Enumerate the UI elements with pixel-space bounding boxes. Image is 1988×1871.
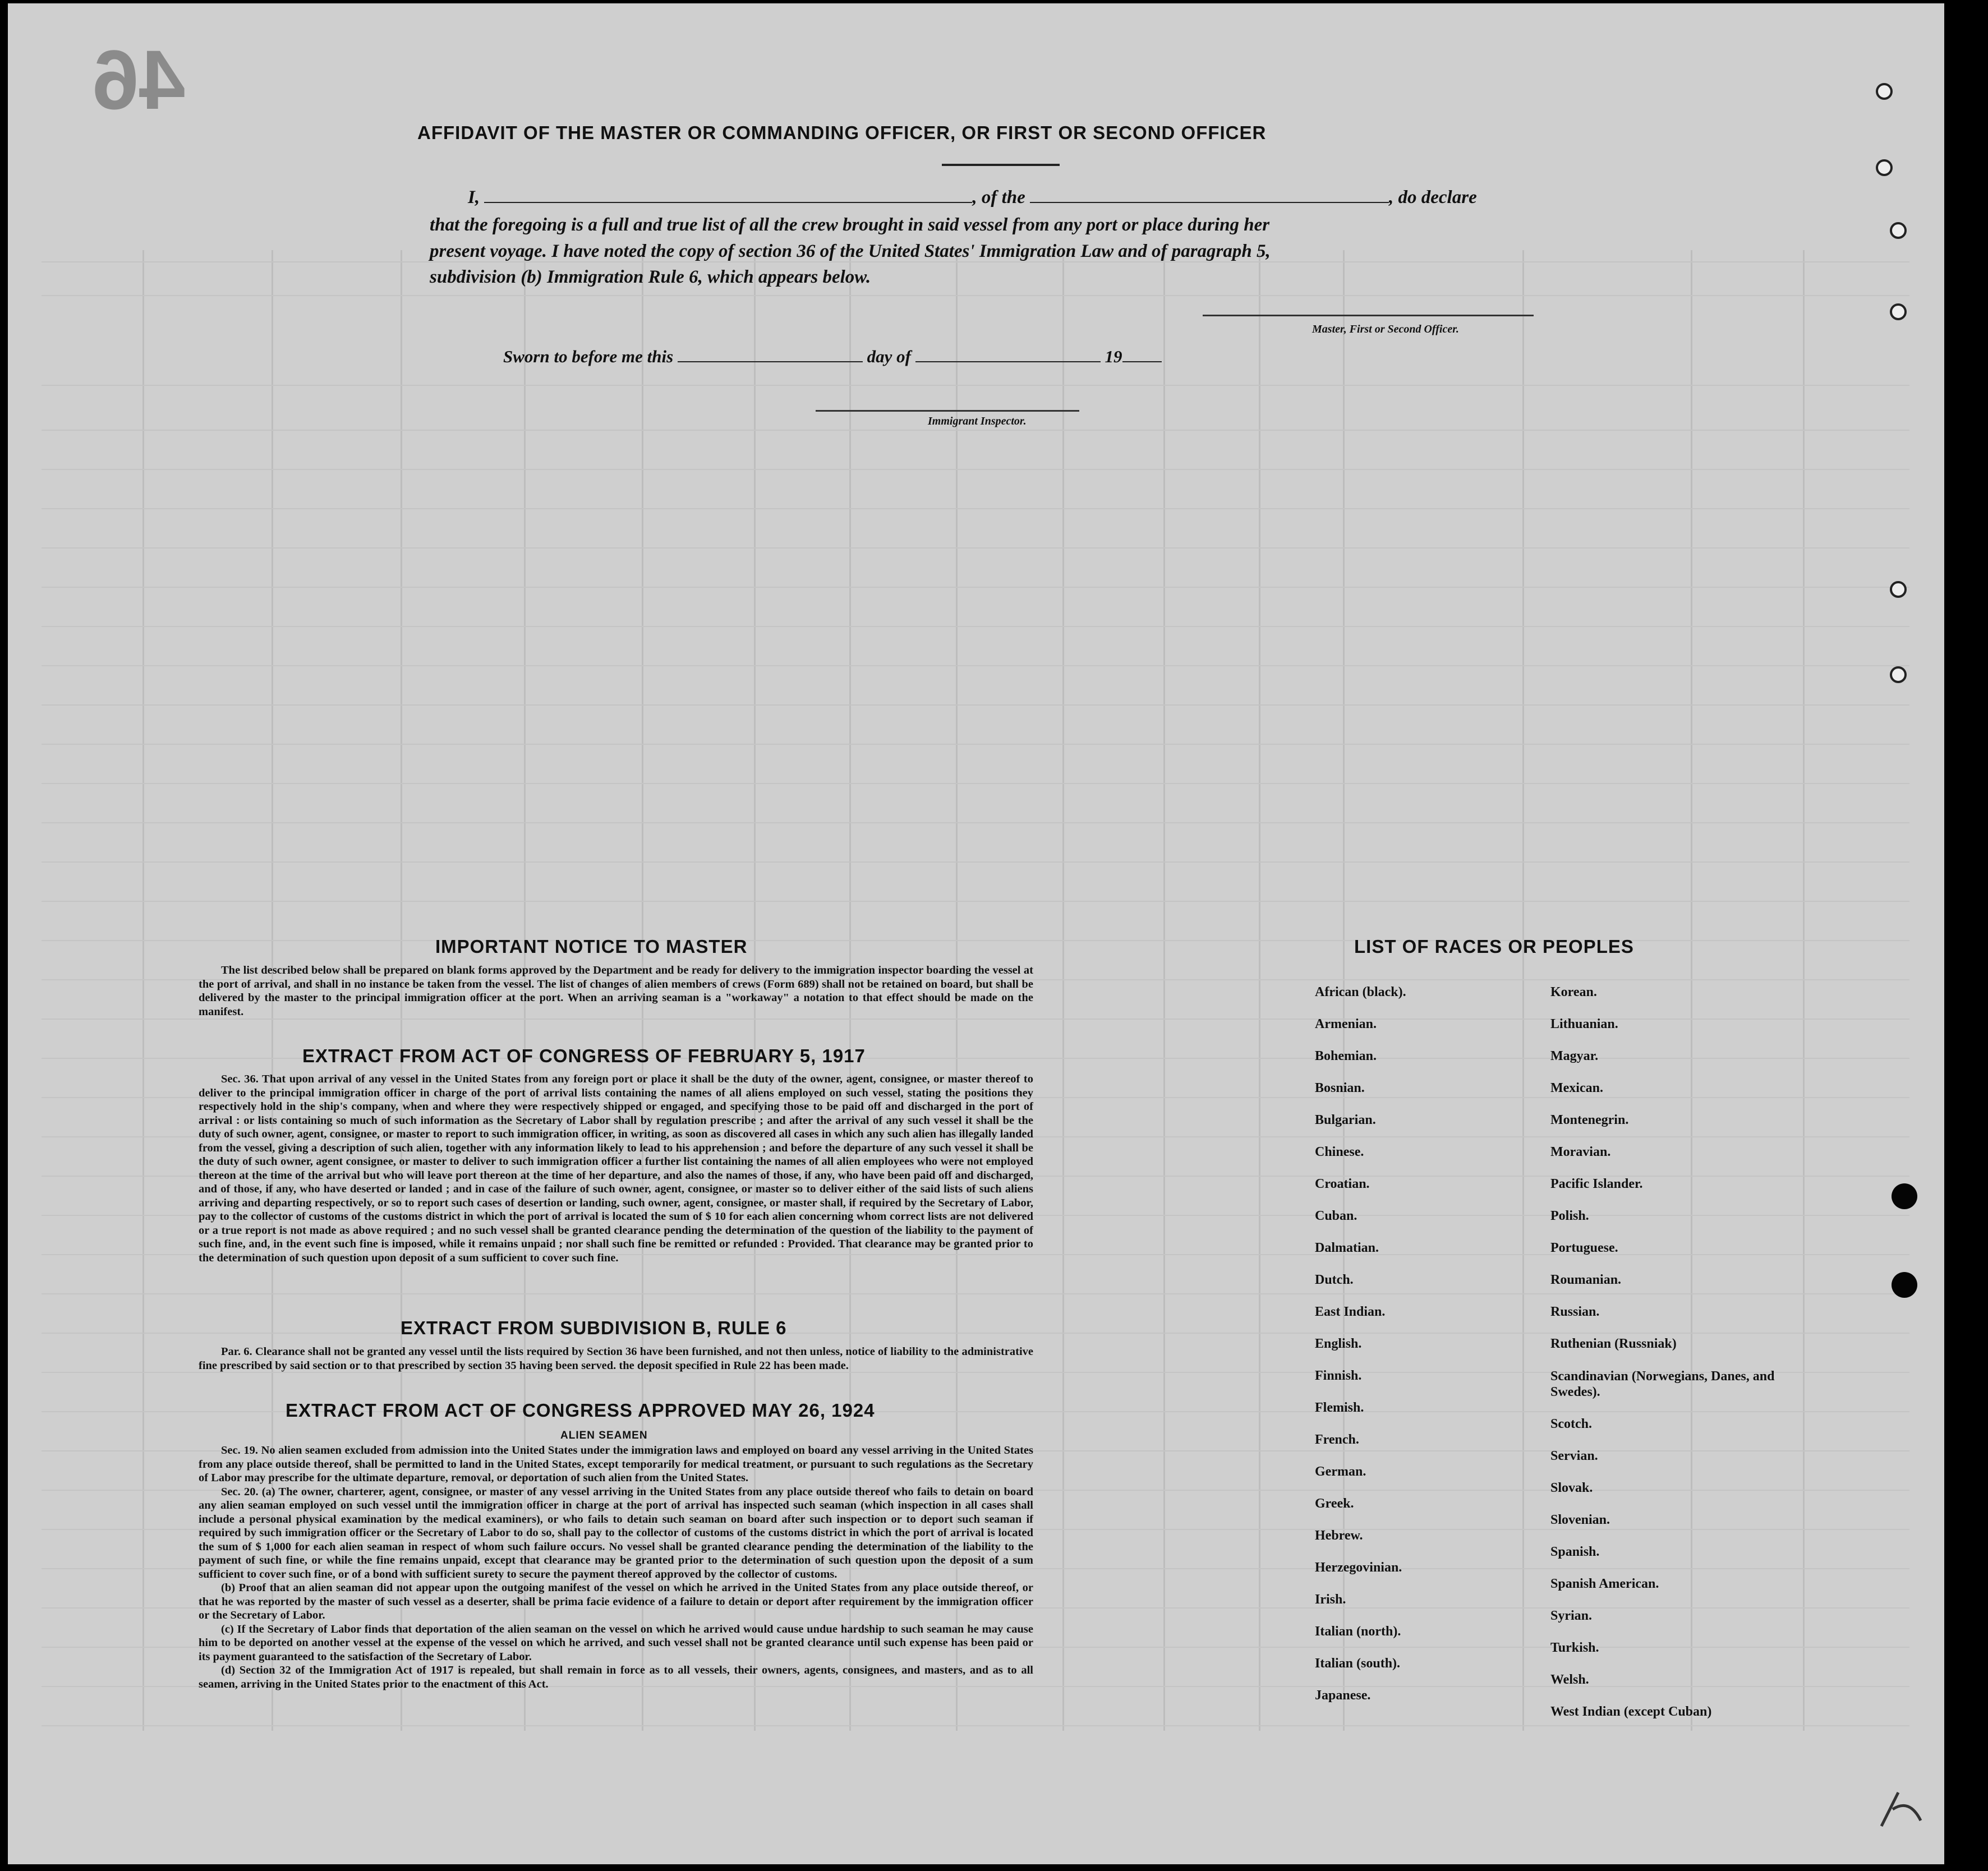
race-item: Scandinavian (Norwegians, Danes, and Swedes). [1550,1369,1775,1399]
extract-1924-sec20d: (d) Section 32 of the Immigration Act of 1917 is repealed, but shall remain in force as to all vessels, their owners, agents, consignees, and masters, and as to all seamen, arriving in the United States prior to the enactment of this Act. [199,1664,1033,1690]
margin-number: 46 [92,33,186,127]
year-label: 19 [1105,347,1122,366]
race-item: Magyar. [1550,1049,1599,1063]
extract-1924-body [199,1444,1033,1691]
master-signature-line[interactable] [1203,315,1534,316]
punch-hole-icon [1892,1272,1917,1298]
extract-1924-sec20c: (c) If the Secretary of Labor finds that deportation of the alien seaman on the vessel on which he arrived would cause undue hardship to such seaman he may cause him to be deported on another vessel at the expense of the vessel on which he arrived, and such vessel shall not be granted clearance until such expense has been paid or its payment guaranteed to the satisfaction of the Secretary of Labor. [199,1623,1033,1663]
race-item: Japanese. [1315,1688,1371,1703]
race-item: Russian. [1550,1305,1600,1319]
race-item: Welsh. [1550,1672,1589,1687]
race-item: English. [1315,1337,1362,1351]
race-item: Croatian. [1315,1177,1370,1191]
sworn-month-blank[interactable] [915,361,1101,362]
race-item: Servian. [1550,1449,1598,1463]
affidavit-line-4: subdivision (b) Immigration Rule 6, which appears below. [430,267,871,287]
race-item: Pacific Islander. [1550,1177,1643,1191]
race-item: Ruthenian (Russniak) [1550,1337,1677,1351]
race-item: Herzegovinian. [1315,1560,1402,1575]
race-item: Slovenian. [1550,1513,1610,1527]
inspector-signature-line[interactable] [816,410,1079,412]
handwritten-mark-icon [1876,1787,1926,1832]
punch-hole-icon [1890,222,1907,239]
extract-1924-sec20b: (b) Proof that an alien seaman did not appear upon the outgoing manifest of the vessel on which he arrived in the United States from any place outside thereof, or that he was reported by the master of such vessel as a deserter, shall be prima facie evidence of a failure to detain or deport after requirement by the immigration officer or the Secretary of Labor. [199,1582,1033,1621]
extract-rule6-body: Par. 6. Clearance shall not be granted any vessel until the lists required by Section 36 have been furnished, and not then unless, notice of liability to the administrative fine prescribed by said section or to that prescribed by section 35 having been served. the deposit specified in Rule 22 has been made. [199,1345,1033,1372]
race-item: Dalmatian. [1315,1241,1379,1255]
punch-hole-icon [1890,581,1907,598]
extract-1924-sec20a: Sec. 20. (a) The owner, charterer, agent, consignee, or master of any vessel arriving in the United States from any place outside thereof who fails to detain on board any alien seaman employed on such vessel until the immigration officer in charge at the port of arrival has inspected such seaman (which inspection in all cases shall include a personal physical examination by the medical examiners), or who fails to detain such seaman on board after such inspection or to deport such seaman if required by such immigration officer or the Secretary of Labor to do so, shall pay to the collector of customs of the customs district in which the port of arrival is located the sum of $ 1,000 for each alien seaman in respect of whom such failure occurs. No vessel shall be granted clearance pending the determination of the liability to the payment of such fine, or while the fine remains unpaid, except that clearance may be granted prior to the determination of such question upon the deposit of a sum sufficient to cover such fine, or of a bond with sufficient surety to secure the payment thereof approved by the collector of customs. [199,1485,1033,1580]
affidavit-line-2: that the foregoing is a full and true list of all the crew brought in said vessel from any port or place during her [430,215,1270,235]
punch-hole-icon [1892,1183,1917,1209]
race-item: Syrian. [1550,1609,1593,1623]
notice-body: The list described below shall be prepared on blank forms approved by the Department and be ready for delivery to the immigration inspector boarding the vessel at the port of arrival, and shall in no instance be taken from the vessel. The list of changes of alien members of crews (Form 689) shall not be retained on board, but shall be delivered by the master to the principal immigration officer at the port. When an arriving seaman is a "workaway" a notation to that effect should be made on the manifest. [199,964,1033,1018]
race-item: West Indian (except Cuban) [1550,1704,1712,1719]
extract-1917-body: Sec. 36. That upon arrival of any vessel in the United States from any foreign port or place it shall be the duty of the owner, agent, consignee, or master thereof to deliver to the principal immigration officer in charge of the port of arrival lists containing the names of all aliens employed on such vessel, stating the positions they respectively hold in the ship's company, when and where they were respectively shipped or engaged, and specifying those to be paid off and discharged in the port of arrival : or lists containing so much of such information as the Secretary of Labor shall by regulation prescribe ; and after the arrival of any such vessel it shall be the duty of such owner, agent, consignee, or master to report to such immigration officer, in writing, as soon as discovered all cases in which any such alien has illegally landed from the vessel, giving a description of such alien, together with any information likely to lead to his apprehension ; and before the departure of any such vessel it shall be the duty of such owner, agent consignee, or master to deliver to such immigration officer a further list containing the names of all alien employees who were not employed thereon at the time of the arrival but who will leave port thereon at the time of her departure, and also the names of those, if any, who have been paid off and discharged, and of those, if any, who have deserted or landed ; and in case of the failure of such owner, agent, consignee, or master so to deliver either of the said lists of such aliens arriving and departing respectively, or so to report such cases of desertion or landing, such owner, agent, consignee, or master shall, if required by the Secretary of Labor, pay to the collector of customs of the customs district in which the port of arrival is located the sum of $ 10 for each alien concerning whom correct lists are not delivered or a true report is not made as above required ; and no such vessel shall be granted clearance pending the determination of the question of the liability to the payment of such fine, and, in the event such fine is imposed, while it remains unpaid ; nor shall such fine be remitted or refunded : Provided. That clearance may be granted prior to the determination of such question upon deposit of a sum sufficient to cover such fine. [199,1073,1033,1264]
race-item: French. [1315,1432,1359,1447]
race-item: Hebrew. [1315,1528,1363,1543]
inspector-label: Immigrant Inspector. [928,415,1027,427]
race-item: Chinese. [1315,1145,1364,1159]
race-item: Italian (north). [1315,1624,1401,1639]
extract-1924-subtitle: ALIEN SEAMEN [560,1430,648,1441]
race-item: Irish. [1315,1592,1346,1607]
race-item: Slovak. [1550,1481,1593,1495]
race-item: Finnish. [1315,1368,1362,1383]
affidavit-line-3: present voyage. I have noted the copy of section 36 of the United States' Immigration Law and of paragraph 5, [430,241,1271,261]
sworn-line [503,347,1162,367]
of-the-label: , of the [972,187,1025,208]
race-item: Portuguese. [1550,1241,1618,1255]
race-item: Scotch. [1550,1417,1592,1431]
race-item: Turkish. [1550,1640,1599,1655]
extract-1924-title: EXTRACT FROM ACT OF CONGRESS APPROVED MAY 26, 1924 [286,1400,875,1421]
vessel-blank[interactable] [1030,202,1389,203]
race-item: Montenegrin. [1550,1113,1629,1127]
notice-title: IMPORTANT NOTICE TO MASTER [435,936,748,957]
master-signature-label: Master, First or Second Officer. [1312,323,1459,335]
race-item: African (black). [1315,985,1406,999]
race-item: Polish. [1550,1209,1589,1223]
extract-rule6-title: EXTRACT FROM SUBDIVISION B, RULE 6 [401,1317,787,1338]
race-item: Moravian. [1550,1145,1611,1159]
race-item: Lithuanian. [1550,1017,1618,1031]
race-item: Spanish. [1550,1545,1600,1559]
race-item: Korean. [1550,985,1597,999]
race-item: East Indian. [1315,1305,1386,1319]
affidavit-title: AFFIDAVIT OF THE MASTER OR COMMANDING OFFICER, OR FIRST OR SECOND OFFICER [417,122,1267,143]
name-blank[interactable] [484,202,972,203]
race-item: Spanish American. [1550,1577,1659,1591]
sworn-day-blank[interactable] [678,361,863,362]
race-item: Roumanian. [1550,1273,1622,1287]
day-of-label: day of [867,347,911,366]
title-rule [942,164,1060,166]
race-item: Flemish. [1315,1400,1364,1415]
i-label: I, [468,187,480,208]
races-title: LIST OF RACES OR PEOPLES [1354,936,1634,957]
punch-hole-icon [1876,83,1893,100]
document-page [8,3,1944,1864]
punch-hole-icon [1876,159,1893,176]
race-item: Greek. [1315,1496,1354,1511]
extract-1917-title: EXTRACT FROM ACT OF CONGRESS OF FEBRUARY 5, 1917 [302,1045,866,1066]
scan-margin [1944,0,1988,1871]
race-item: Cuban. [1315,1209,1357,1223]
race-item: Bohemian. [1315,1049,1377,1063]
sworn-year-blank[interactable] [1122,361,1162,362]
do-declare-label: , do declare [1389,187,1477,208]
race-item: Italian (south). [1315,1656,1401,1671]
punch-hole-icon [1890,303,1907,320]
race-item: Bulgarian. [1315,1113,1376,1127]
affidavit-line-1 [468,187,1477,208]
race-item: Dutch. [1315,1273,1354,1287]
race-item: Armenian. [1315,1017,1377,1031]
extract-1924-sec19: Sec. 19. No alien seamen excluded from admission into the United States under the immigration laws and employed on board any vessel arriving in the United States from any place outside thereof, shall be permitted to land in the United States, except temporarily for medical treatment, or pursuant to such regulations as the Secretary of Labor may prescribe for the ultimate departure, removal, or deportation of such alien from the United States. [199,1444,1033,1484]
race-item: Mexican. [1550,1081,1603,1095]
race-item: Bosnian. [1315,1081,1365,1095]
race-item: German. [1315,1464,1366,1479]
sworn-label: Sworn to before me this [503,347,674,366]
punch-hole-icon [1890,666,1907,683]
